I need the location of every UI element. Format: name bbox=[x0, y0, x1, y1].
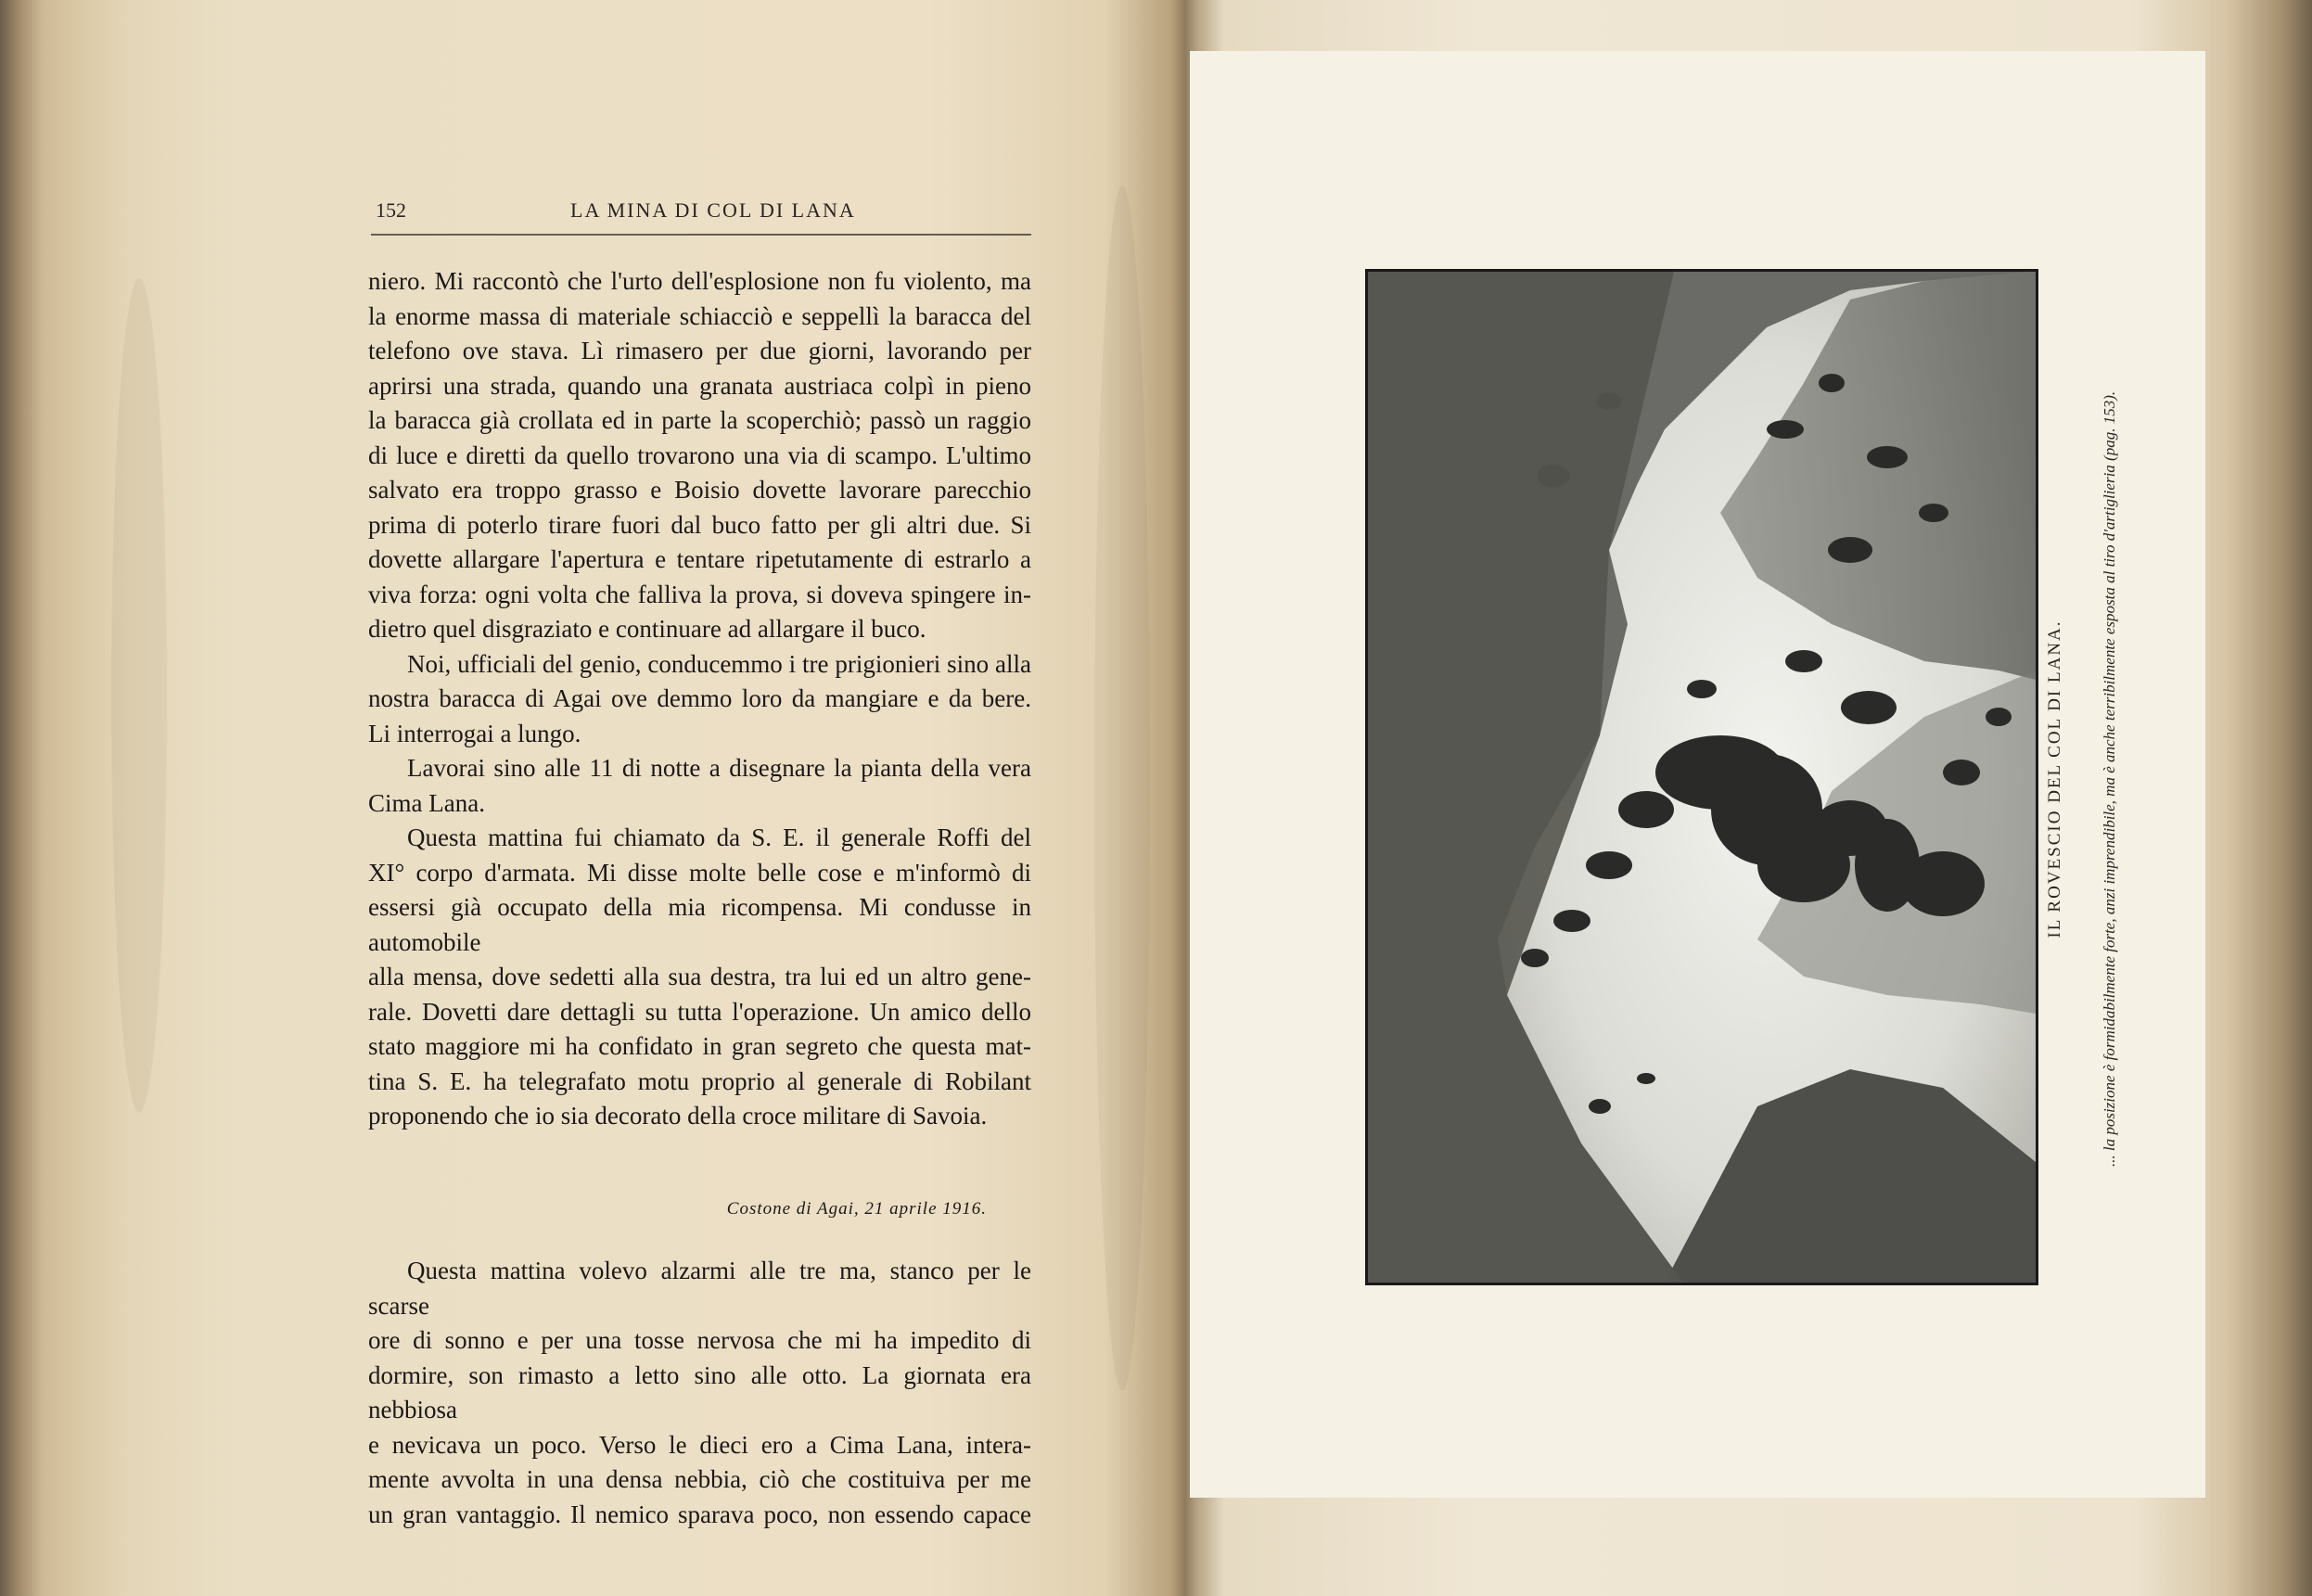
text-line: di luce e diretti da quello trovarono una via di scampo. L'ultimo bbox=[368, 440, 1031, 469]
text-line: la baracca già crollata ed in parte la scoperchiò; passò un raggio bbox=[368, 406, 1031, 434]
mountain-photo-illustration bbox=[1368, 272, 2036, 1283]
page-number: 152 bbox=[376, 198, 406, 222]
running-head bbox=[376, 195, 1034, 232]
text-line: proponendo che io sia decorato della croce militare di Savoia. bbox=[368, 1102, 988, 1130]
text-line: un gran vantaggio. Il nemico sparava poco, non essendo capace bbox=[368, 1500, 1031, 1528]
text-line: dormire, son rimasto a letto sino alle otto. La giornata era nebbiosa bbox=[368, 1360, 1031, 1424]
text-line: alla mensa, dove sedetti alla sua destra, tra lui ed un altro gene- bbox=[368, 963, 1031, 990]
text-line: salvato era troppo grasso e Boisio dovette lavorare parecchio bbox=[368, 476, 1031, 504]
text-line: Questa mattina fui chiamato da S. E. il generale Roffi del bbox=[407, 824, 1031, 851]
text-line: mente avvolta in una densa nebbia, ciò che costituiva per me bbox=[368, 1465, 1031, 1493]
text-line: stato maggiore mi ha confidato in gran segreto che questa mat- bbox=[368, 1032, 1031, 1060]
text-line: niero. Mi raccontò che l'urto dell'esplosione non fu violento, ma bbox=[368, 267, 1031, 295]
text-line: e nevicava un poco. Verso le dieci ero a Cima Lana, intera- bbox=[368, 1430, 1031, 1459]
text-line: Lavorai sino alle 11 di notte a disegnare la pianta della vera bbox=[407, 754, 1031, 782]
body-text bbox=[368, 264, 1031, 1532]
text-line: nostra baracca di Agai ove demmo loro da mangiare e da bere. bbox=[368, 684, 1031, 712]
text-line: Cima Lana. bbox=[368, 788, 485, 817]
running-head-title: LA MINA DI COL DI LANA bbox=[570, 198, 856, 222]
text-line: telefono ove stava. Lì rimasero per due giorni, lavorando per bbox=[368, 337, 1031, 364]
text-line: dietro quel disgraziato e continuare ad allargare il buco. bbox=[368, 615, 926, 643]
paragraphs-after-date bbox=[368, 1254, 1031, 1532]
text-line: aprirsi una strada, quando una granata austriaca colpì in pieno bbox=[368, 371, 1031, 400]
text-line: Noi, ufficiali del genio, conducemmo i tre prigionieri sino alla bbox=[407, 649, 1031, 678]
text-line: Li interrogai a lungo. bbox=[368, 719, 581, 747]
text-line: tina S. E. ha telegrafato motu proprio al generale di Robilant bbox=[368, 1066, 1031, 1095]
text-line: ore di sonno e per una tosse nervosa che mi ha impedito di bbox=[368, 1326, 1031, 1354]
text-line: prima di poterlo tirare fuori dal buco fatto per gli altri due. Si bbox=[368, 510, 1031, 539]
paragraphs-before-date bbox=[368, 264, 1031, 1134]
caption-text: ... la posizione è formidabilmente forte, anzi imprendibile, ma è anche terribilmente esposta al tiro d'artiglieria (pag. 153). bbox=[2101, 390, 2118, 1168]
text-line: la enorme massa di materiale schiacciò e seppellì la baracca del bbox=[368, 301, 1031, 330]
header-rule bbox=[371, 234, 1031, 236]
text-line: viva forza: ogni volta che falliva la prova, si doveva spingere in- bbox=[368, 580, 1031, 608]
text-line: essersi già occupato della mia ricompensa. Mi condusse in automobile bbox=[368, 893, 1031, 956]
photo-caption bbox=[2045, 315, 2147, 1243]
text-line: XI° corpo d'armata. Mi disse molte belle cose e m'informò di bbox=[368, 858, 1031, 887]
mountain-photograph bbox=[1365, 269, 2038, 1285]
text-line: rale. Dovetti dare dettagli su tutta l'operazione. Un amico dello bbox=[368, 997, 1031, 1026]
text-line: Questa mattina volevo alzarmi alle tre ma, stanco per le scarse bbox=[368, 1257, 1031, 1320]
text-line: dovette allargare l'apertura e tentare ripetutamente di estrarlo a bbox=[368, 545, 1031, 573]
date-line: Costone di Agai, 21 aprile 1916. bbox=[726, 1198, 987, 1219]
caption-title: IL ROVESCIO DEL COL DI LANA. bbox=[2045, 619, 2064, 938]
